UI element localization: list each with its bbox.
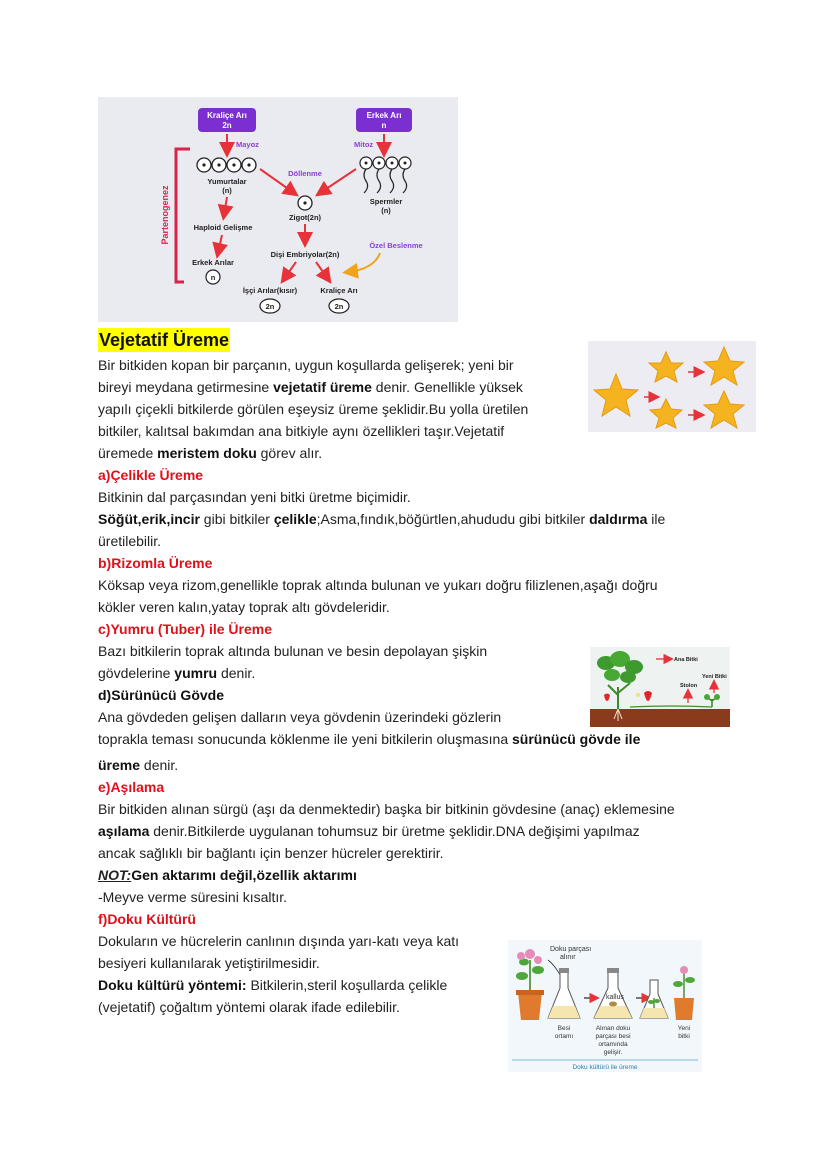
- surunucu-line2: [98, 728, 738, 750]
- bee-reproduction-diagram: [98, 97, 458, 322]
- tissue-taken-label-2: alınır: [560, 954, 576, 961]
- flask-icon: [548, 968, 580, 1018]
- text-run: denir. Genellikle yüksek: [371, 379, 523, 395]
- tissue-culture-illustration: [508, 940, 702, 1072]
- subheading-celikle: a)Çelikle Üreme: [98, 467, 204, 483]
- bold-term: sürünücü gövde ile: [512, 731, 641, 747]
- subheading-rizom: b)Rizomla Üreme: [98, 555, 213, 571]
- flower-pot-icon: [516, 949, 544, 1020]
- eggs-icon: [197, 158, 256, 172]
- new-plant-label: Yeni: [677, 1025, 691, 1032]
- subheading-doku: f)Doku Kültürü: [98, 911, 196, 927]
- queen-label: Kraliçe Arı: [207, 111, 247, 120]
- bold-term: vejetatif üreme: [273, 379, 372, 395]
- worker-ploidy-text: 2n: [265, 302, 275, 311]
- stars-illustration: [588, 341, 756, 432]
- bold-term: Söğüt,erik,incir: [98, 511, 200, 527]
- surunucu-line1: Ana gövdeden gelişen dalların veya gövdenin üzerindeki gözlerin: [98, 709, 502, 725]
- text-run: toprakla teması sonucunda köklenme ile yeni bitkilerin oluşmasına: [98, 731, 512, 747]
- bold-term: meristem doku: [157, 445, 257, 461]
- worker-bees-label: İşçi Arılar(kısır): [242, 286, 298, 295]
- flask-icon: [640, 980, 668, 1018]
- doku-line4: (vejetatif) çoğaltım yöntemi olarak ifade edilebilir.: [98, 999, 400, 1015]
- grow-label-1: Alınan doku: [595, 1025, 631, 1032]
- queen-bee-label: Kraliçe Arı: [320, 286, 358, 295]
- sperm-icon: [360, 157, 411, 193]
- strawberry-stolon-illustration: [590, 647, 730, 727]
- bold-term: daldırma: [589, 511, 648, 527]
- eggs-label: Yumurtalar: [207, 177, 247, 186]
- text-run: bireyi meydana getirmesine: [98, 379, 274, 395]
- subheading-yumru: c)Yumru (Tuber) ile Üreme: [98, 621, 273, 637]
- tissue-caption: Doku kültürü ile üreme: [572, 1064, 638, 1071]
- para1-line3: yapılı çiçekli bitkilerde görülen eşeysiz üreme şeklidir.Bu yolla üretilen: [98, 401, 529, 417]
- bold-term: aşılama: [98, 823, 150, 839]
- soil-shape: [590, 709, 730, 727]
- parthenogenesis-label: Partenogenez: [160, 185, 170, 245]
- star-icon: [649, 352, 683, 382]
- parthenogenesis-bracket: [176, 149, 190, 282]
- medium-label-2: ortamı: [554, 1033, 574, 1040]
- rizom-line1: Köksap veya rizom,genellikle toprak altında bulunan ve yukarı doğru filizlenen,aşağı doğru: [98, 577, 658, 593]
- female-embryos-label: Dişi Embriyolar(2n): [270, 250, 340, 259]
- haploid-label: Haploid Gelişme: [193, 223, 253, 232]
- grow-label-3: ortamında: [598, 1041, 628, 1048]
- asilama-line1: Bir bitkiden alınan sürgü (aşı da denmektedir) başka bir bitkinin gövdesine (anaç) eklemesine: [98, 801, 675, 817]
- asilama-line5: -Meyve verme süresini kısaltır.: [98, 889, 288, 905]
- text-run: görev alır.: [256, 445, 323, 461]
- mayoz-label: Mayoz: [236, 140, 259, 149]
- star-icon: [650, 399, 682, 428]
- flask-icon: [594, 968, 632, 1018]
- para1-line4: bitkiler, kalıtsal bakımdan ana bitkiyle aynı özellikleri taşır.Vejetatif: [98, 423, 505, 439]
- zygote-label: Zigot(2n): [288, 213, 322, 222]
- asilama-line2: [98, 820, 738, 842]
- para1-line5: [98, 442, 738, 464]
- subheading-asilama: e)Aşılama: [98, 779, 165, 795]
- mitoz-label: Mitoz: [354, 140, 374, 149]
- text-run: denir.: [217, 665, 256, 681]
- note-text: Gen aktarımı değil,özellik aktarımı: [131, 867, 357, 883]
- male-bees-label: Erkek Arılar: [192, 258, 234, 267]
- star-icon: [704, 391, 744, 428]
- bold-term: üreme: [98, 757, 141, 773]
- new-plant-label-2: bitki: [678, 1033, 690, 1040]
- stolon-line: [630, 706, 712, 707]
- text-run: ile: [647, 511, 666, 527]
- grow-label-4: gelişir.: [603, 1049, 623, 1056]
- text-run: denir.Bitkilerde uygulanan tohumsuz bir üretme şeklidir.DNA değişimi yapılmaz: [149, 823, 640, 839]
- text-run: üremede: [98, 445, 158, 461]
- star-icon: [594, 374, 638, 416]
- diagram-svg: [98, 97, 458, 322]
- text-run: denir.: [140, 757, 179, 773]
- male-ploidy-text: n: [210, 273, 216, 282]
- text-run: gövdelerine: [98, 665, 175, 681]
- callus-label: kallus: [606, 994, 624, 1001]
- celikle-line2: [98, 508, 738, 530]
- doku-line1: Dokuların ve hücrelerin canlının dışında yarı-katı veya katı: [98, 933, 460, 949]
- tissue-taken-label: Doku parçası: [550, 946, 592, 953]
- note-label: NOT:: [98, 867, 132, 883]
- yumru-line1: Bazı bitkilerin toprak altında bulunan ve besin depolayan şişkin: [98, 643, 488, 659]
- main-plant-label: Ana Bitki: [674, 657, 698, 663]
- medium-label: Besi: [557, 1025, 571, 1032]
- bold-term: yumru: [174, 665, 218, 681]
- text-run: gibi bitkiler: [199, 511, 274, 527]
- fertilization-label: Döllenme: [288, 169, 322, 178]
- para1-line1: Bir bitkiden kopan bir parçanın, uygun koşullarda gelişerek; yeni bir: [98, 357, 514, 373]
- special-feeding-label: Özel Beslenme: [369, 241, 423, 250]
- new-plant-icon: [673, 966, 695, 1020]
- surunucu-line3: [98, 754, 738, 776]
- male-label: Erkek Arı: [366, 111, 402, 120]
- section-title: Vejetatif Üreme: [99, 330, 230, 350]
- bold-heading: d)Sürünücü Gövde: [98, 687, 224, 703]
- new-plant-label: Yeni Bitki: [702, 674, 727, 680]
- stolon-label: Stolon: [680, 683, 698, 689]
- eggs-ploidy: (n): [222, 186, 232, 195]
- bold-term: Doku kültürü yöntemi:: [98, 977, 247, 993]
- male-ploidy: n: [381, 121, 387, 130]
- text-run: Bitkilerin,steril koşullarda çelikle: [246, 977, 448, 993]
- sperm-ploidy: (n): [381, 206, 391, 215]
- text-run: ;Asma,fındık,böğürtlen,ahududu gibi bitkiler: [316, 511, 590, 527]
- queen-ploidy: 2n: [222, 121, 232, 130]
- asilama-line3: ancak sağlıklı bir bağlantı için benzer hücreler gerektirir.: [98, 845, 444, 861]
- queen-ploidy-text: 2n: [334, 302, 344, 311]
- strawberry-plant-icon: [597, 651, 652, 709]
- doku-line2: besiyeri kullanılarak yetiştirilmesidir.: [98, 955, 320, 971]
- star-icon: [704, 347, 744, 385]
- rizom-line2: kökler veren kalın,yatay toprak altı gövdeleridir.: [98, 599, 390, 615]
- bold-term: çelikle: [273, 511, 317, 527]
- sperm-label: Spermler: [369, 197, 403, 206]
- note-line: [98, 864, 738, 886]
- celikle-line3: üretilebilir.: [98, 533, 162, 549]
- celikle-line1: Bitkinin dal parçasından yeni bitki üretme biçimidir.: [98, 489, 411, 505]
- grow-label-2: parçası besi: [595, 1033, 631, 1040]
